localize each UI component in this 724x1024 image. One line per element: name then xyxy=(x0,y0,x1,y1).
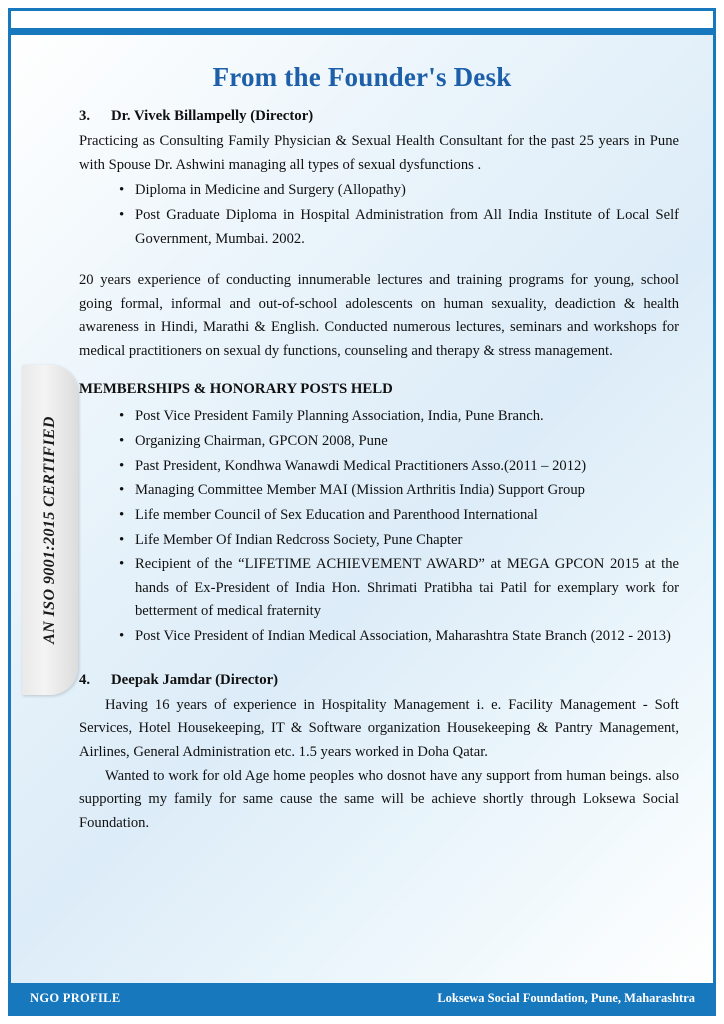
list-item: • Diploma in Medicine and Surgery (Allopathy) xyxy=(119,179,679,203)
list-item: • Managing Committee Member MAI (Mission Arthritis India) Support Group xyxy=(119,479,679,503)
section-3-heading xyxy=(79,105,679,129)
page-footer xyxy=(11,983,713,1013)
memberships-heading: MEMBERSHIPS & HONORARY POSTS HELD xyxy=(79,381,393,398)
memberships-list xyxy=(79,405,679,648)
list-item: • Life member Council of Sex Education and Parenthood International xyxy=(119,504,679,528)
list-item: • Post Vice President of Indian Medical Association, Maharashtra State Branch (2012 - 2013) xyxy=(119,625,679,649)
section-3-experience: 20 years experience of conducting innumerable lectures and training programs for young, school going formal, informal and out-of-school adolescents on human sexuality, deadiction & health awareness in Hindi, Marathi & English. Conducted numerous lectures, seminars and workshops for medical practitioners on sexual dy functions, counseling and therapy & stress management. xyxy=(79,272,679,360)
list-item: • Recipient of the “LIFETIME ACHIEVEMENT AWARD” at MEGA GPCON 2015 at the hands of Ex-President of India Hon. Shrimati Pratibha tai Patil for exemplary work for betterment of medical fraternity xyxy=(119,553,679,624)
list-item: • Post Graduate Diploma in Hospital Administration from All India Institute of Local Self Government, Mumbai. 2002. xyxy=(119,204,679,251)
list-item: • Life Member Of Indian Redcross Society, Pune Chapter xyxy=(119,529,679,553)
section-3-intro: Practicing as Consulting Family Physician & Sexual Health Consultant for the past 25 years in Pune with Spouse Dr. Ashwini managing all types of sexual dysfunctions . xyxy=(79,132,679,173)
page-title: From the Founder's Desk xyxy=(212,62,512,92)
iso-certification-label: AN ISO 9001:2015 CERTIFIED xyxy=(41,416,58,644)
document-body xyxy=(79,105,679,836)
section-4-title: Deepak Jamdar (Director) xyxy=(111,671,279,688)
list-item: • Past President, Kondhwa Wanawdi Medical Practitioners Asso.(2011 – 2012) xyxy=(119,455,679,479)
footer-organization-label: Loksewa Social Foundation, Pune, Maharashtra xyxy=(437,991,695,1005)
section-3-title: Dr. Vivek Billampelly (Director) xyxy=(111,108,314,124)
content-panel xyxy=(11,35,713,983)
section-4-paragraph-2: Wanted to work for old Age home peoples who dosnot have any support from human beings. also supporting my family for same cause the same will be achieve shortly through Loksewa Social Foundation. xyxy=(79,767,679,831)
footer-document-label: NGO PROFILE xyxy=(30,991,121,1005)
section-4-heading xyxy=(79,669,679,693)
list-item: • Post Vice President Family Planning Association, India, Pune Branch. xyxy=(119,405,679,429)
list-item: • Organizing Chairman, GPCON 2008, Pune xyxy=(119,430,679,454)
section-3-qualifications-list xyxy=(79,179,679,251)
header-accent-bar xyxy=(11,28,713,35)
iso-certification-tab xyxy=(22,365,78,695)
section-4-paragraph-1: Having 16 years of experience in Hospitality Management i. e. Facility Management - Soft Services, Hotel Housekeeping, IT & Software organization Housekeeping & Pantry Management, Airlines, General Administration etc. 1.5 years worked in Doha Qatar. xyxy=(79,696,679,760)
section-4-number: 4. xyxy=(79,671,91,688)
section-3-number: 3. xyxy=(79,108,91,124)
